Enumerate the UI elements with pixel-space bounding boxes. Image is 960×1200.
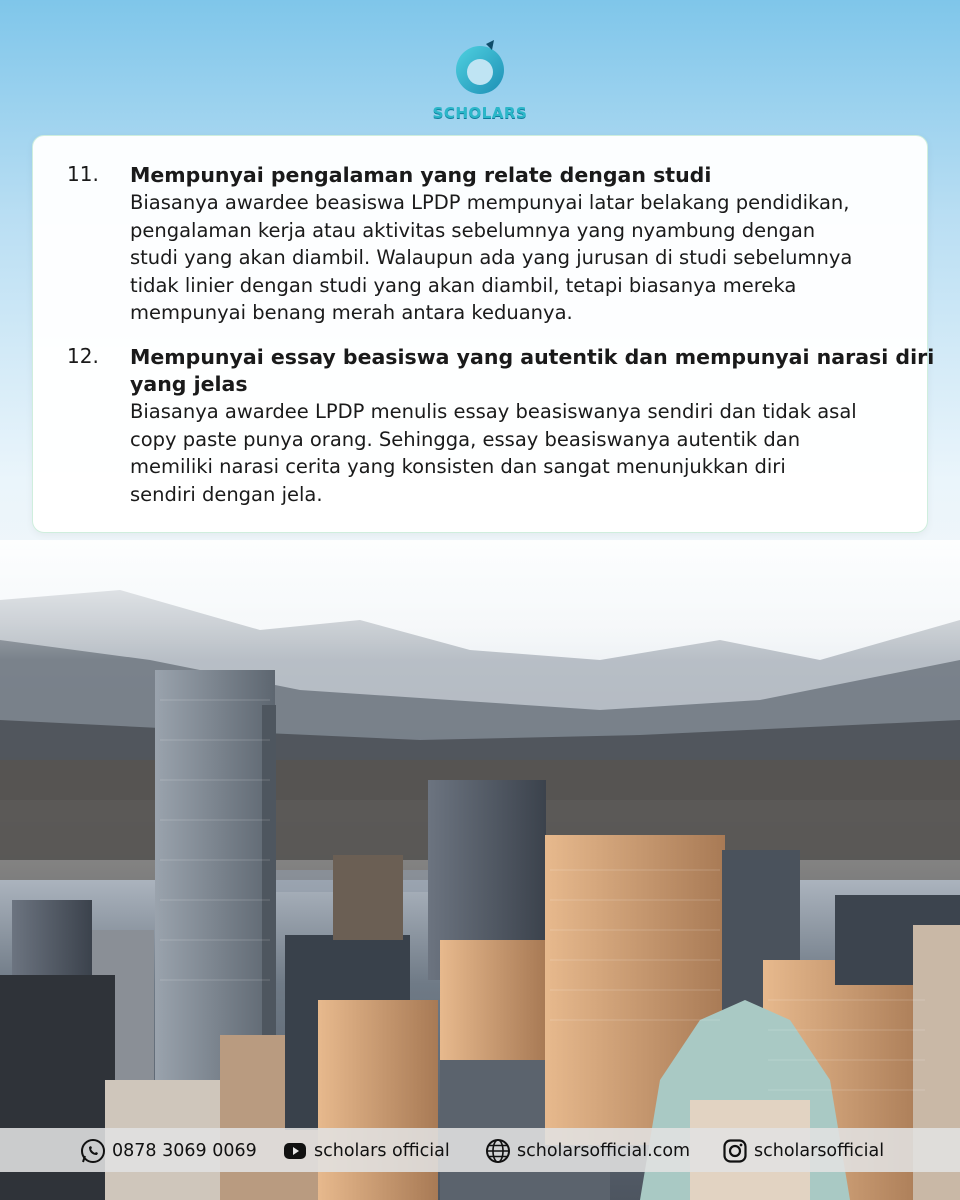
item-title-line: Mempunyai pengalaman yang relate dengan studi: [130, 163, 712, 187]
youtube-contact[interactable]: [282, 1137, 450, 1165]
item-body-line: memiliki narasi cerita yang konsisten dan sangat menunjukkan diri: [130, 455, 786, 478]
instagram-contact[interactable]: [722, 1137, 884, 1165]
list-item: [67, 344, 935, 508]
phone-contact[interactable]: [80, 1137, 257, 1165]
instagram-icon: [722, 1138, 748, 1164]
instagram-handle: scholarsofficial: [754, 1141, 885, 1161]
item-body-line: pengalaman kerja atau aktivitas sebelumnya yang nyambung dengan: [130, 218, 816, 242]
content-card: [32, 135, 935, 533]
website-contact[interactable]: [485, 1137, 690, 1165]
item-body-line: sendiri dengan jela.: [130, 482, 323, 506]
item-body-line: mempunyai benang merah antara keduanya.: [130, 301, 573, 324]
item-title: [130, 162, 907, 189]
item-title: [130, 344, 935, 398]
item-title-line: Mempunyai essay beasiswa yang autentik dan mempunyai narasi diri: [130, 345, 935, 369]
brand-name: SCHOLARS: [432, 104, 528, 122]
item-body-line: Biasanya awardee beasiswa LPDP mempunyai latar belakang pendidikan,: [130, 191, 850, 214]
item-body-line: tidak linier dengan studi yang akan diambil, tetapi biasanya mereka: [130, 273, 797, 297]
scholars-logo-icon: [450, 38, 510, 98]
item-number: 11.: [67, 162, 99, 186]
item-body-line: studi yang akan diambil. Walaupun ada yang jurusan di studi sebelumnya: [130, 246, 853, 269]
item-title-line: yang jelas: [130, 372, 248, 396]
list-item: [67, 162, 907, 327]
youtube-icon: [282, 1138, 308, 1164]
scholars-logo: [430, 38, 530, 128]
youtube-handle: scholars official: [314, 1141, 450, 1161]
item-body-line: copy paste punya orang. Sehingga, essay beasiswanya autentik dan: [130, 427, 801, 451]
globe-icon: [485, 1138, 511, 1164]
website-url: scholarsofficial.com: [517, 1141, 691, 1161]
item-body: [130, 398, 907, 508]
item-body: [130, 189, 907, 327]
phone-number: 0878 3069 0069: [112, 1141, 257, 1161]
contact-footer: [0, 1128, 960, 1172]
item-body-line: Biasanya awardee LPDP menulis essay beasiswanya sendiri dan tidak asal: [130, 400, 857, 423]
item-number: 12.: [67, 344, 99, 368]
whatsapp-icon: [80, 1138, 106, 1164]
